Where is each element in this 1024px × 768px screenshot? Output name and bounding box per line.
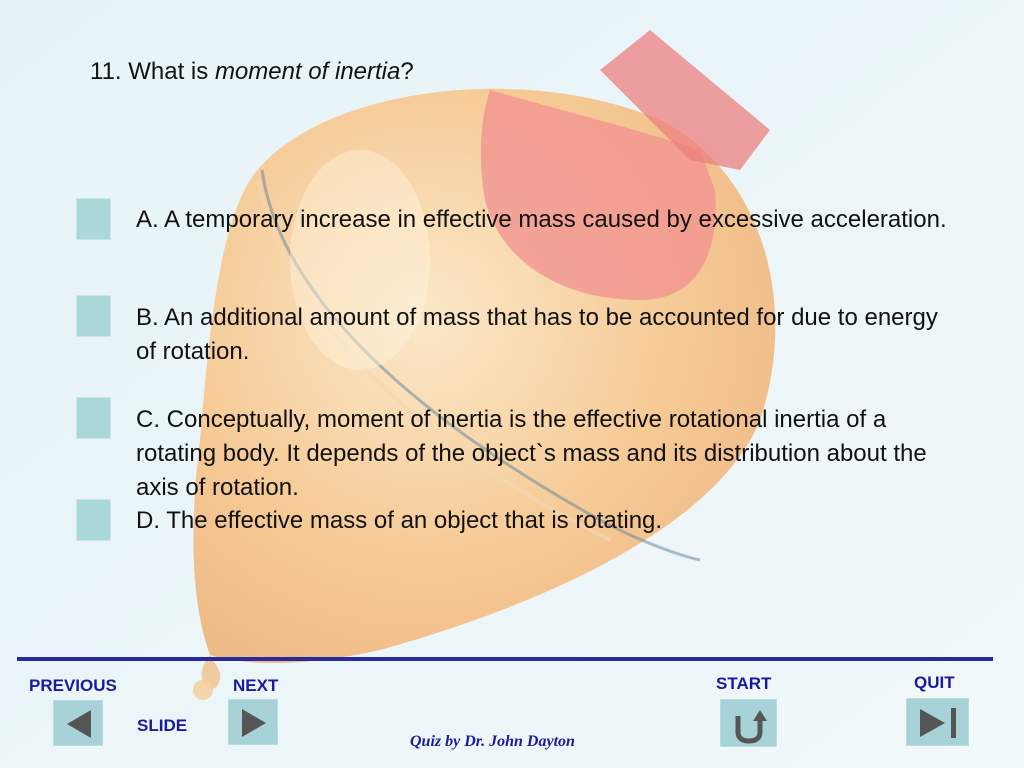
choice-b-button[interactable] — [76, 295, 111, 337]
choice-c-button[interactable] — [76, 397, 111, 439]
question-prefix: 11. What is — [90, 58, 215, 85]
quiz-credit: Quiz by Dr. John Dayton — [410, 733, 575, 750]
question-emphasis: moment of inertia — [214, 58, 401, 85]
previous-slide-button[interactable] — [53, 700, 103, 746]
start-button[interactable] — [720, 699, 777, 747]
next-label: NEXT — [233, 676, 279, 695]
choice-b-text: B. An additional amount of mass that has to be accounted for due to energy of rotation. — [136, 304, 938, 365]
choice-a-button[interactable] — [76, 198, 111, 240]
right-triangle-icon — [229, 700, 289, 746]
choice-d-button[interactable] — [76, 499, 111, 541]
nav-divider — [17, 657, 993, 661]
end-bar-icon — [907, 699, 970, 747]
start-label: START — [716, 674, 772, 693]
question-suffix: ? — [400, 58, 414, 85]
slide-label: SLIDE — [137, 716, 188, 735]
choice-a-text: A. A temporary increase in effective mass caused by excessive acceleration. — [136, 206, 947, 233]
choice-c-text: C. Conceptually, moment of inertia is the effective rotational inertia of a rotating body. It depends of the object`s mass and its distribution about the axis of rotation. — [136, 406, 927, 501]
left-triangle-icon — [54, 701, 104, 747]
next-slide-button[interactable] — [228, 699, 278, 745]
question-heading — [90, 58, 414, 86]
choice-d-text: D. The effective mass of an object that is rotating. — [136, 507, 663, 534]
quit-button[interactable] — [906, 698, 969, 746]
return-arrow-icon — [721, 700, 778, 748]
previous-label: PREVIOUS — [29, 676, 117, 695]
quit-label: QUIT — [914, 673, 955, 692]
